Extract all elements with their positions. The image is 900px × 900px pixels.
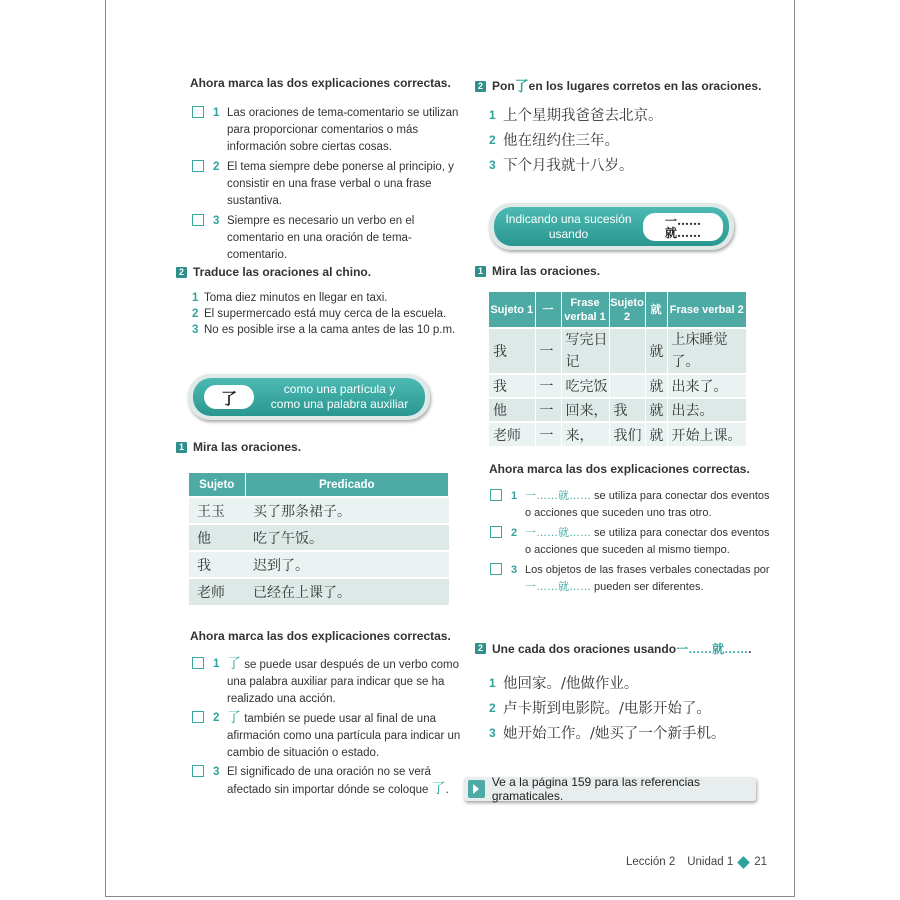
- checkbox[interactable]: [192, 657, 204, 669]
- page-number: 21: [754, 856, 768, 868]
- checkbox[interactable]: [490, 526, 502, 538]
- pon-section: 2 Pon 了 en los lugares corretos en las oraciones. 1 上个星期我爸爸去北京。 2 他在纽约住三年。 3 下个月我就十八岁。: [475, 76, 775, 177]
- une-item: 1 他回家。/他做作业。: [489, 675, 639, 692]
- lesson-label: Lección 2: [626, 856, 676, 868]
- exercise-number-icon: 2: [475, 81, 486, 92]
- table-header: 就: [645, 292, 667, 328]
- left-column: [190, 76, 460, 90]
- checkbox[interactable]: [192, 160, 204, 172]
- pon-item: 1 上个星期我爸爸去北京。: [489, 107, 663, 124]
- q2-item: 2 El supermercado está muy cerca de la escuela.: [192, 308, 447, 320]
- checkbox[interactable]: [192, 214, 204, 226]
- q3-option: 1 了 se puede usar después de un verbo como una palabra auxiliar para indicar que se ha realizado una acción.: [192, 656, 464, 708]
- q1-heading: Ahora marca las dos explicaciones correctas.: [190, 76, 451, 90]
- q1-option: 2 El tema siempre debe ponerse al principio, y consistir en una frase verbal o una frase sustantiva.: [192, 159, 462, 210]
- q3-option: 3 El significado de una oración no se verá afectado sin importar dónde se coloque 了.: [192, 764, 464, 799]
- table-header: 一: [535, 292, 561, 328]
- option-text: El tema siempre debe ponerse al principio, y consistir en una frase verbal o una frase sustantiva.: [227, 161, 454, 207]
- q1-option: 1 Las oraciones de tema-comentario se utilizan para proporcionar comentarios o más información sobre ciertas cosas.: [192, 105, 462, 156]
- q3-option: 2 了 también se puede usar al final de una afirmación como una partícula para indicar un cambio de situación o estado.: [192, 710, 464, 762]
- q3-options: [192, 656, 464, 799]
- table-header: Sujeto 2: [609, 292, 645, 328]
- q1-option: 3 Siempre es necesario un verbo en el comentario en una oración de tema-comentario.: [192, 213, 462, 264]
- table-row: 他 一 回来， 我 就 出去。: [489, 398, 747, 422]
- table-row: 我 一 写完日记 就 上床睡觉了。: [489, 328, 747, 374]
- q2-item: 3 No es posible irse a la cama antes de las 10 p.m.: [192, 324, 456, 336]
- table-row: 老师 一 来， 我们 就 开始上课。: [489, 422, 747, 446]
- grammar-banner-le: 了 como una partícula y como una palabra auxiliar: [188, 374, 430, 420]
- q2-item: 1 Toma diez minutos en llegar en taxi.: [192, 292, 388, 304]
- option-text: Siempre es necesario un verbo en el comentario en una oración de tema-comentario.: [227, 215, 415, 261]
- page-footer: [626, 856, 767, 868]
- play-arrow-icon: [468, 780, 485, 798]
- q-yi-jiu-heading: Ahora marca las dos explicaciones correctas.: [489, 462, 750, 476]
- grammar-banner-yi-jiu: Indicando una sucesión usando 一…… 就……: [489, 203, 734, 250]
- q3-heading: Ahora marca las dos explicaciones correctas.: [190, 629, 451, 643]
- checkbox[interactable]: [490, 489, 502, 501]
- yi-jiu-options: [490, 488, 770, 596]
- exercise-number-icon: 1: [176, 442, 187, 453]
- le-table: [189, 473, 449, 605]
- q2-section: [176, 265, 466, 338]
- table-header: Frase verbal 2: [667, 292, 747, 328]
- s1-heading-left: 1 Mira las oraciones.: [176, 440, 466, 454]
- s1-heading-right: 1 Mira las oraciones.: [475, 264, 765, 278]
- yi-jiu-option: 1 一……就…… se utiliza para conectar dos eventos o acciones que suceden uno tras otro.: [490, 488, 770, 522]
- table-row: 我 一 吃完饭 就 出来了。: [489, 374, 747, 398]
- checkbox[interactable]: [192, 765, 204, 777]
- diamond-icon: [737, 856, 750, 869]
- unit-label: Unidad 1: [687, 856, 734, 868]
- table-header: Predicado: [245, 473, 449, 497]
- yi-jiu-option: 2 一……就…… se utiliza para conectar dos eventos o acciones que suceden al mismo tiempo.: [490, 525, 770, 559]
- table-row: 王玉 买了那条裙子。: [189, 497, 449, 524]
- table-row: 我 迟到了。: [189, 551, 449, 578]
- q2-heading: 2 Traduce las oraciones al chino.: [176, 265, 466, 279]
- q1-options: [192, 105, 462, 264]
- pon-item: 3 下个月我就十八岁。: [489, 157, 634, 174]
- exercise-number-icon: 2: [475, 643, 486, 654]
- checkbox[interactable]: [192, 106, 204, 118]
- table-header: Sujeto 1: [489, 292, 535, 328]
- table-header: Sujeto: [189, 473, 245, 497]
- table-row: 他 吃了午饭。: [189, 524, 449, 551]
- grammar-reference-link[interactable]: Ve a la página 159 para las referencias gramaticales.: [464, 777, 756, 801]
- textbook-page: [105, 0, 795, 897]
- pon-item: 2 他在纽约住三年。: [489, 132, 619, 149]
- checkbox[interactable]: [490, 563, 502, 575]
- exercise-number-icon: 1: [475, 266, 486, 277]
- banner-char: 了: [204, 385, 254, 409]
- banner-pattern: 一…… 就……: [643, 213, 723, 241]
- table-header: Frase verbal 1: [561, 292, 609, 328]
- une-section: 2 Une cada dos oraciones usando 一……就…… . 1 他回家。/他做作业。 2 卢卡斯到电影院。/电影开始了。 3 她开始工作。/她买了一个新手机。: [475, 640, 775, 745]
- yi-jiu-option: 3 Los objetos de las frases verbales conectadas por 一……就…… pueden ser diferentes.: [490, 562, 770, 596]
- option-text: Las oraciones de tema-comentario se utilizan para proporcionar comentarios o más información sobre ciertas cosas.: [227, 107, 459, 153]
- yi-jiu-table: [489, 292, 747, 446]
- une-item: 2 卢卡斯到电影院。/电影开始了。: [489, 700, 711, 717]
- exercise-number-icon: 2: [176, 267, 187, 278]
- table-row: 老师 已经在上课了。: [189, 578, 449, 605]
- une-item: 3 她开始工作。/她买了一个新手机。: [489, 725, 726, 742]
- checkbox[interactable]: [192, 711, 204, 723]
